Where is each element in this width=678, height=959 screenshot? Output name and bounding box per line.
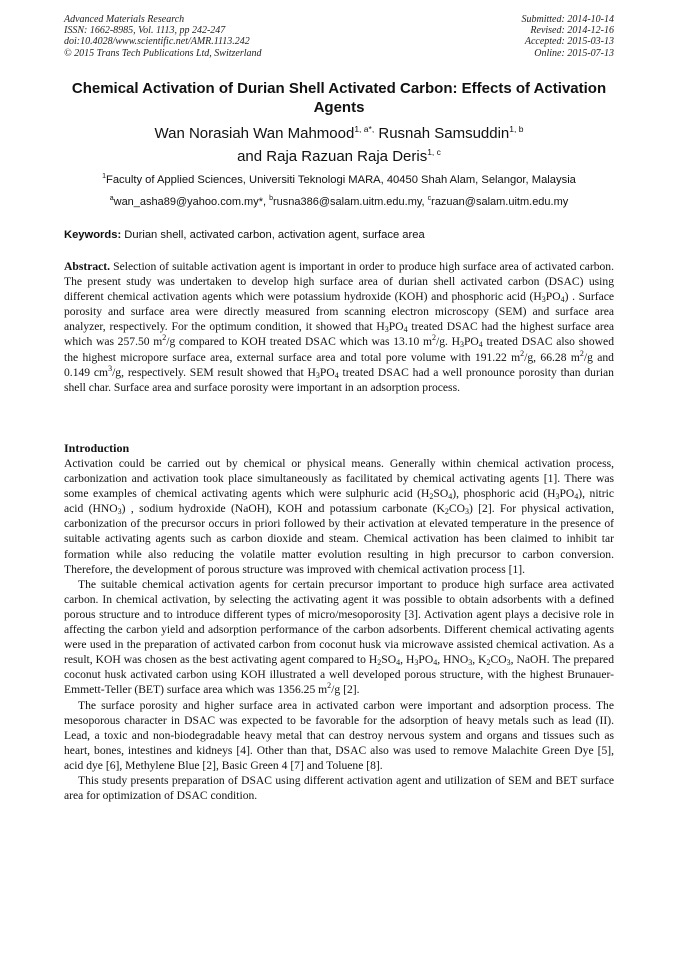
chem-text: O bbox=[395, 320, 404, 334]
subscript: 3 bbox=[464, 507, 469, 517]
subscript: 4 bbox=[403, 325, 408, 335]
chem-text: O bbox=[565, 487, 575, 501]
chem-text: O bbox=[387, 653, 397, 667]
chem-text: P bbox=[545, 290, 553, 304]
subscript: 4 bbox=[560, 295, 565, 305]
superscript: 2 bbox=[162, 333, 167, 343]
date-online: Online: 2015-07-13 bbox=[534, 47, 614, 59]
superscript: 2 bbox=[432, 333, 436, 343]
journal-doi: doi:10.4028/www.scientific.net/AMR.1113.242 bbox=[64, 36, 250, 48]
superscript: 2 bbox=[520, 348, 525, 358]
intro-text: Activation could be carried out by chemical or physical means. Generally within chemical activation process, carbonization and activation took place simultaneously as facilitated by chemical activating agents [1]. There was some examples of chemical activating agents which were sulphuric acid (H bbox=[64, 457, 614, 501]
subscript: 3 bbox=[384, 325, 389, 335]
subscript: 3 bbox=[414, 658, 419, 668]
email-mark: c bbox=[427, 195, 432, 202]
intro-text: ), phosphoric acid (H bbox=[452, 487, 556, 501]
paper-title: Chemical Activation of Durian Shell Activated Carbon: Effects of Activation Agents bbox=[71, 80, 607, 116]
intro-text: ) [2]. For physical activation, carbonization of the precursor occurs in priori followed by their activation at elevated temperature in the presence of suitable activating agents such as carbon dioxide and steam. Chemical activation has been claimed to inhibit tar formation while also reducing the volatile matter evolution resulting in high precursor to carbon conversion. Therefore, the development of porous structure was improved with chemical activation process [1]. bbox=[64, 502, 615, 576]
email-mark: b bbox=[269, 195, 274, 202]
author-affiliation-mark: 1, c bbox=[427, 147, 441, 157]
chem-text: O bbox=[470, 335, 479, 349]
keywords-label: Keywords: bbox=[64, 229, 122, 241]
section-heading-introduction: Introduction bbox=[64, 441, 130, 455]
subscript: 2 bbox=[429, 492, 434, 502]
abstract-label: Abstract. bbox=[64, 260, 111, 273]
date-revised: Revised: 2014-12-16 bbox=[530, 25, 614, 37]
intro-text: CO bbox=[448, 502, 465, 516]
subscript: 2 bbox=[486, 658, 491, 668]
intro-paragraph-2 bbox=[64, 577, 614, 698]
intro-text: , HNO bbox=[437, 653, 469, 667]
affiliation-mark: 1 bbox=[102, 173, 106, 180]
author-emails bbox=[30, 195, 648, 209]
subscript: 4 bbox=[433, 658, 438, 668]
abstract-text: ) . Surface porosity and surface area were directly measured from scanning electron microscopy (SEM) and surface area analyzer, respectively. For the optimum condition, it showed that H bbox=[64, 290, 615, 334]
abstract-text: /g, 66.28 m bbox=[524, 350, 580, 364]
intro-paragraph-4: This study presents preparation of DSAC using different activation agent and utilization of SEM and BET surface area for optimization of DSAC condition. bbox=[64, 773, 614, 803]
subscript: 4 bbox=[574, 492, 579, 502]
subscript: 3 bbox=[315, 370, 320, 380]
introduction-body bbox=[64, 456, 614, 803]
chem-text: S bbox=[433, 487, 440, 501]
abstract-paragraph bbox=[64, 259, 614, 395]
intro-text: ) , sodium hydroxide (NaOH), KOH and potassium carbonate (K bbox=[121, 502, 445, 516]
subscript: 4 bbox=[478, 340, 483, 350]
subscript: 3 bbox=[117, 507, 122, 517]
intro-paragraph-1 bbox=[64, 456, 614, 577]
intro-text: ), nitric acid (HNO bbox=[64, 487, 614, 516]
journal-name: Advanced Materials Research bbox=[64, 14, 185, 25]
chem-text: P bbox=[559, 487, 566, 501]
author-name: Rusnah Samsuddin bbox=[374, 125, 510, 142]
intro-text: , H bbox=[400, 653, 415, 667]
chem-text: O bbox=[326, 365, 335, 379]
abstract bbox=[64, 259, 614, 395]
subscript: 3 bbox=[555, 492, 560, 502]
date-accepted: Accepted: 2015-03-13 bbox=[524, 36, 614, 48]
author-affiliation-mark: 1, b bbox=[509, 124, 524, 134]
chem-text: O bbox=[424, 653, 434, 667]
journal-info bbox=[64, 14, 262, 59]
subscript: 4 bbox=[448, 492, 453, 502]
date-submitted: Submitted: 2014-10-14 bbox=[521, 14, 614, 25]
intro-paragraph-3: The surface porosity and higher surface area in activated carbon were important and adsorption process. The mesoporous character in DSAC was expected to be favorable for the adsorption of heavy metals such as lead (II). Lead, a toxic and non-biodegradable heavy metal that can destroy nervous system and organs and tissues such as heart, bones, intestines and kidneys [4]. Other than that, DSAC also was used to remove Malachite Green Dye [5], acid dye [6], Methylene Blue [2], Basic Green 4 [7] and Toluene [8]. bbox=[64, 698, 614, 772]
submission-dates bbox=[522, 14, 615, 59]
chem-text: P bbox=[463, 335, 471, 349]
keywords bbox=[64, 228, 614, 242]
intro-text: CO bbox=[490, 653, 507, 667]
author-name: and Raja Razuan Raja Deris bbox=[237, 148, 428, 165]
affiliation-text: Faculty of Applied Sciences, Universiti Teknologi MARA, 40450 Shah Alam, Selangor, Malaysia bbox=[105, 174, 576, 186]
intro-text: , K bbox=[472, 653, 487, 667]
authors-line-2 bbox=[40, 147, 638, 166]
superscript: 2 bbox=[327, 681, 332, 691]
journal-copyright: © 2015 Trans Tech Publications Ltd, Switzerland bbox=[64, 47, 262, 59]
intro-text: /g [2]. bbox=[331, 683, 360, 697]
abstract-text: treated DSAC had a well pronounce porosity than durian shell char. Surface area and surface porosity were important in an adsorption process. bbox=[64, 365, 614, 394]
subscript: 2 bbox=[444, 507, 449, 517]
email-mark: a bbox=[109, 195, 114, 202]
intro-text: The suitable chemical activation agents for certain precursor important to produce high surface area activated carbon. In chemical activation, by selecting the activating agent it was possible to obtain adsorbents with a defined porous structure and to introduce different types of micro/mesoporosity [3]. Activation agent plays a decisive role in affecting the carbon yield and adsorption performance of the carbon adsorbents. Different chemical activating agents were used in the preparation of activated carbon from coconut husk via microwave assisted chemical activation. As a result, KOH was chosen as the best activating agent compared to H bbox=[64, 577, 614, 667]
subscript: 4 bbox=[334, 370, 339, 380]
keywords-text: Durian shell, activated carbon, activation agent, surface area bbox=[121, 229, 425, 241]
subscript: 4 bbox=[396, 658, 401, 668]
subscript: 2 bbox=[377, 658, 382, 668]
author-affiliation-mark: 1, a*, bbox=[354, 124, 375, 134]
affiliation bbox=[40, 173, 638, 187]
abstract-text: /g and 0.149 cm bbox=[64, 350, 614, 379]
abstract-text: treated DSAC had the highest surface area which was 257.50 m bbox=[64, 320, 614, 349]
chem-text: O bbox=[439, 487, 449, 501]
superscript: 2 bbox=[579, 348, 584, 358]
chem-text: P bbox=[418, 653, 425, 667]
journal-issn: ISSN: 1662-8985, Vol. 1113, pp 242-247 bbox=[64, 25, 226, 37]
author-name: Wan Norasiah Wan Mahmood bbox=[154, 125, 355, 142]
subscript: 3 bbox=[506, 658, 511, 668]
chem-text: P bbox=[319, 365, 327, 379]
subscript: 3 bbox=[459, 340, 464, 350]
abstract-text: /g. H bbox=[436, 335, 460, 349]
subscript: 3 bbox=[541, 295, 546, 305]
intro-text: , NaOH. The prepared coconut husk activated carbon using KOH illustrated a well developed porous structure, with the highest Brunauer-Emmett-Teller (BET) surface area which was 1356.25 m bbox=[64, 653, 615, 697]
abstract-text: treated DSAC also showed the highest micropore surface area, external surface area and total pore volume with 191.22 m bbox=[64, 335, 614, 364]
abstract-text: Selection of suitable activation agent is important in order to produce high surface area of activated carbon. The present study was undertaken to develop high surface area of durian shell activated carbon (DSAC) using different chemical activation agents which were potassium hydroxide (KOH) and phosphoric acid (H bbox=[64, 260, 614, 304]
chem-text: O bbox=[552, 290, 561, 304]
superscript: 3 bbox=[108, 363, 113, 373]
chem-text: P bbox=[388, 320, 396, 334]
email-link[interactable]: razuan@salam.uitm.edu.my bbox=[431, 196, 569, 208]
email-link[interactable]: wan_asha89@yahoo.com.my*, bbox=[113, 196, 270, 208]
abstract-text: /g compared to KOH treated DSAC which was 13.10 m bbox=[166, 335, 432, 349]
authors-line-1 bbox=[40, 124, 638, 143]
chem-text: S bbox=[381, 653, 388, 667]
abstract-text: /g, respectively. SEM result showed that H bbox=[112, 365, 316, 379]
subscript: 3 bbox=[468, 658, 473, 668]
email-link[interactable]: rusna386@salam.uitm.edu.my, bbox=[273, 196, 428, 208]
